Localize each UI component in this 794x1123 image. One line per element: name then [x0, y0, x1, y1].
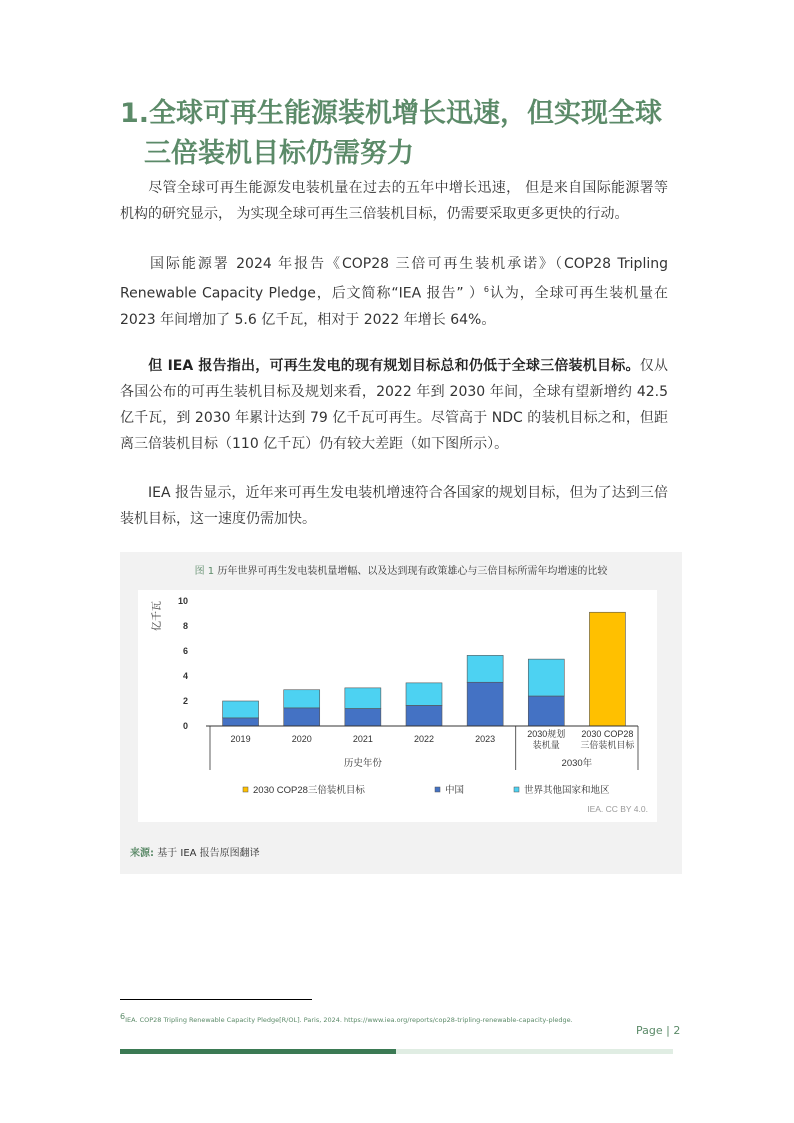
- x-tick-label: 装机量: [532, 740, 560, 750]
- x-tick-label: 2022: [413, 734, 435, 744]
- bar-segment: [223, 718, 259, 726]
- paragraph-2-text-a: 国际能源署 2024 年报告《COP28 三倍可再生装机承诺》（COP28 Tripling Renewable Capacity Pledge，后文简称“IEA 报告” ）: [120, 256, 668, 302]
- bar-segment: [284, 708, 320, 726]
- figure-source: [130, 844, 260, 859]
- footnote-ref[interactable]: 6: [483, 285, 489, 294]
- bar-segment: [284, 690, 320, 708]
- bar-segment: [406, 705, 442, 726]
- y-tick-label: 4: [182, 671, 188, 681]
- bar-segment: [467, 655, 503, 682]
- paragraph-2: [120, 251, 668, 333]
- group-label: 2030年: [561, 758, 593, 769]
- figure-title-text: 历年世界可再生发电装机量增幅、以及达到现有政策雄心与三倍目标所需年均增速的比较: [217, 566, 608, 577]
- bar-segment: [406, 683, 442, 706]
- legend-swatch: [435, 787, 440, 792]
- paragraph-2-text-b: 认为，全球可再生装机量在 2023 年间增加了 5.6 亿千瓦，相对于 2022 年增长 64%。: [120, 285, 668, 328]
- paragraph-3-bold: 但 IEA 报告指出，可再生发电的现有规划目标总和仍低于全球三倍装机目标。: [148, 358, 640, 374]
- x-tick-label: 三倍装机目标: [580, 740, 635, 750]
- x-tick-label: 2030 COP28: [581, 729, 634, 739]
- stacked-bar-chart: [138, 590, 657, 822]
- section-heading: [120, 94, 680, 174]
- bar-segment: [589, 612, 625, 726]
- paragraph-3: [120, 353, 668, 457]
- bar-segment: [345, 688, 381, 709]
- source-text: 基于 IEA 报告原图翻译: [157, 848, 260, 859]
- figure-title: [120, 562, 682, 577]
- legend-swatch: [243, 787, 248, 792]
- y-tick-label: 0: [182, 721, 188, 731]
- paragraph-4: [120, 480, 668, 532]
- x-tick-label: 2019: [230, 734, 251, 744]
- page-number: Page | 2: [636, 1024, 681, 1037]
- bar-segment: [528, 659, 564, 696]
- bar-segment: [528, 696, 564, 726]
- source-label: 来源:: [130, 848, 154, 859]
- y-tick-label: 8: [182, 621, 188, 631]
- legend-swatch: [514, 787, 519, 792]
- paragraph-4-text: IEA 报告显示，近年来可再生发电装机增速符合各国家的规划目标，但为了达到三倍装机目标，这一速度仍需加快。: [120, 485, 668, 527]
- x-tick-label: 2030规划: [527, 729, 566, 739]
- bar-segment: [223, 701, 259, 718]
- heading-line-2: 三倍装机目标仍需努力: [144, 138, 414, 169]
- footnote-divider: [120, 999, 312, 1000]
- legend-label: 2030 COP28三倍装机目标: [253, 785, 365, 796]
- legend-label: 世界其他国家和地区: [524, 785, 610, 796]
- figure-box: [120, 552, 682, 874]
- y-tick-label: 6: [182, 646, 188, 656]
- paragraph-1: [120, 175, 668, 227]
- x-tick-label: 2020: [291, 734, 312, 744]
- chart-panel: [138, 590, 657, 822]
- bar-segment: [345, 709, 381, 727]
- paragraph-1-text: 尽管全球可再生能源发电装机量在过去的五年中增长迅速， 但是来自国际能源署等机构的研究显示， 为实现全球可再生三倍装机目标，仍需要采取更多更快的行动。: [120, 180, 668, 222]
- bar-segment: [467, 682, 503, 726]
- footnote-mark: 6: [120, 1012, 126, 1021]
- chart-credit: IEA. CC BY 4.0.: [587, 804, 648, 814]
- group-label: 历史年份: [343, 758, 382, 769]
- paragraph-3-text: 仅从各国公布的可再生装机目标及规划来看，2022 年到 2030 年间，全球有望新增约 42.5 亿千瓦，到 2030 年累计达到 79 亿千瓦可再生。尽管高于 NDC 的装机目标之和，但距离三倍装机目标（110 亿千瓦）仍有较大差距（如下图所示）。: [120, 358, 669, 452]
- y-axis-label: 亿千瓦: [152, 601, 163, 631]
- y-tick-label: 2: [182, 696, 188, 706]
- footer-bar-light: [396, 1049, 673, 1054]
- x-tick-label: 2021: [352, 734, 373, 744]
- footnote: [120, 1012, 573, 1024]
- y-tick-label: 10: [177, 596, 188, 606]
- footnote-text: IEA. COP28 Tripling Renewable Capacity Pledge[R/OL]. Paris, 2024. https://www.iea.org/reports/cop28-tripling-renewable-capacity-pledge.: [125, 1016, 573, 1025]
- legend-label: 中国: [445, 785, 465, 796]
- footer-bar-dark: [120, 1049, 396, 1054]
- x-tick-label: 2023: [475, 734, 496, 744]
- figure-label: 图 1: [194, 566, 215, 577]
- heading-line-1: 1.全球可再生能源装机增长迅速，但实现全球: [120, 98, 663, 129]
